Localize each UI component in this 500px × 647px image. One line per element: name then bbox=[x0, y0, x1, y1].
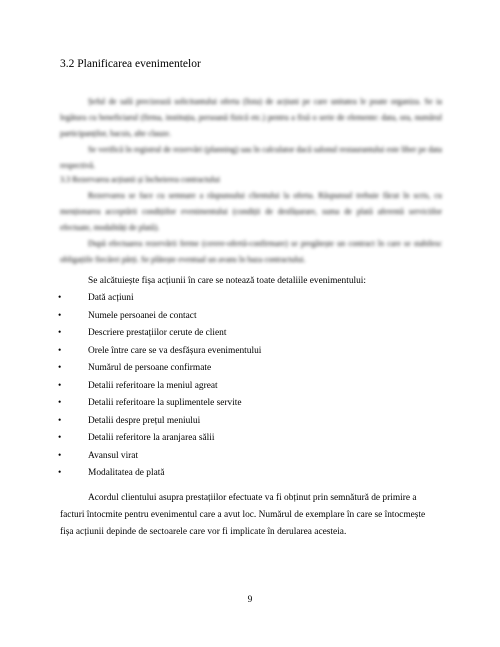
blurred-section-text bbox=[60, 94, 442, 174]
closing-paragraph bbox=[60, 490, 442, 541]
list-item-text: Avansul virat bbox=[88, 450, 139, 461]
blurred-paragraph-2: Se verifică în registrul de rezervări (planning) sau în calculator dacă salonul restaurantului este liber pe data respectivă. bbox=[60, 145, 442, 170]
list-item-text: Dată acțiuni bbox=[88, 293, 134, 303]
bullet-icon: • bbox=[58, 310, 62, 321]
bullet-icon: • bbox=[58, 328, 62, 338]
bullet-icon: • bbox=[58, 450, 62, 461]
bullet-icon: • bbox=[58, 293, 62, 303]
bullet-icon: • bbox=[58, 415, 62, 426]
page-number: 9 bbox=[247, 595, 253, 605]
list-item-text: Modalitatea de plată bbox=[88, 468, 165, 478]
closing-line: facturi întocmite pentru evenimentul care a avut loc. Numărul de exemplare în care se întocmește bbox=[60, 510, 426, 520]
list-item-text: Orele între care se va desfășura evenimentului bbox=[88, 345, 262, 356]
closing-line: Acordul clientului asupra prestațiilor efectuate va fi obținut prin semnătură de primire a bbox=[88, 493, 417, 503]
list-item-text: Numărul de persoane confirmate bbox=[88, 363, 212, 373]
blurred-section-3-3 bbox=[60, 172, 442, 268]
list-item-text: Descriere prestațiilor cerute de client bbox=[88, 328, 227, 338]
closing-line: fișa acțiunii depinde de sectoarele care vor fi implicate în derularea acesteia. bbox=[60, 527, 347, 537]
section-heading: 3.2 Planificarea evenimentelor bbox=[60, 58, 201, 70]
bullet-icon: • bbox=[58, 363, 62, 373]
bullet-icon: • bbox=[58, 380, 62, 391]
list-item-text: Detalii referitore la aranjarea sălii bbox=[88, 433, 215, 443]
blurred-paragraph-3: Rezervarea se face cu semnare a răspunsului clientului la oferta. Răspunsul trebuie făcut în scris, cu menționarea acceptării condițiilor evenimentului (condiții de desfășurare, suma de plată aferentă serviciilor efectuate, modalități de plată). bbox=[60, 191, 442, 232]
blurred-subheading: 3.3 Rezervarea acțiunii și încheierea contractului bbox=[60, 175, 221, 184]
bullet-icon: • bbox=[58, 398, 62, 408]
list-item-text: Detalii referitoare la meniul agreat bbox=[88, 380, 218, 391]
blurred-paragraph-1: Șeful de sală precizează solicitantului oferta (lista) de acțiuni pe care unitatea le poate organiza. Se ia legătura cu beneficiarul (firma, instituția, persoană fizică etc.) pentru a fixă o serie de elemente: data, ora, numărul participanților, bacsis, alte clauze. bbox=[60, 97, 442, 138]
list-item-text: Detalii despre prețul meniului bbox=[88, 415, 201, 426]
list-item-text: Numele persoanei de contact bbox=[88, 310, 197, 321]
bullet-icon: • bbox=[58, 433, 62, 443]
intro-sentence: Se alcătuiește fișa acțiunii în care se notează toate detaliile evenimentului: bbox=[88, 276, 367, 286]
blurred-paragraph-4: După efectuarea rezervării ferme (cerere-ofertă-confirmare) se pregătește un contract în care se stabilesc obligațiile fiecărei părți. Se plătește eventual un avans în baza contractului. bbox=[60, 239, 442, 264]
bullet-icon: • bbox=[58, 468, 62, 478]
bullet-icon: • bbox=[58, 345, 62, 356]
list-item-text: Detalii referitoare la suplimentele servite bbox=[88, 398, 242, 408]
